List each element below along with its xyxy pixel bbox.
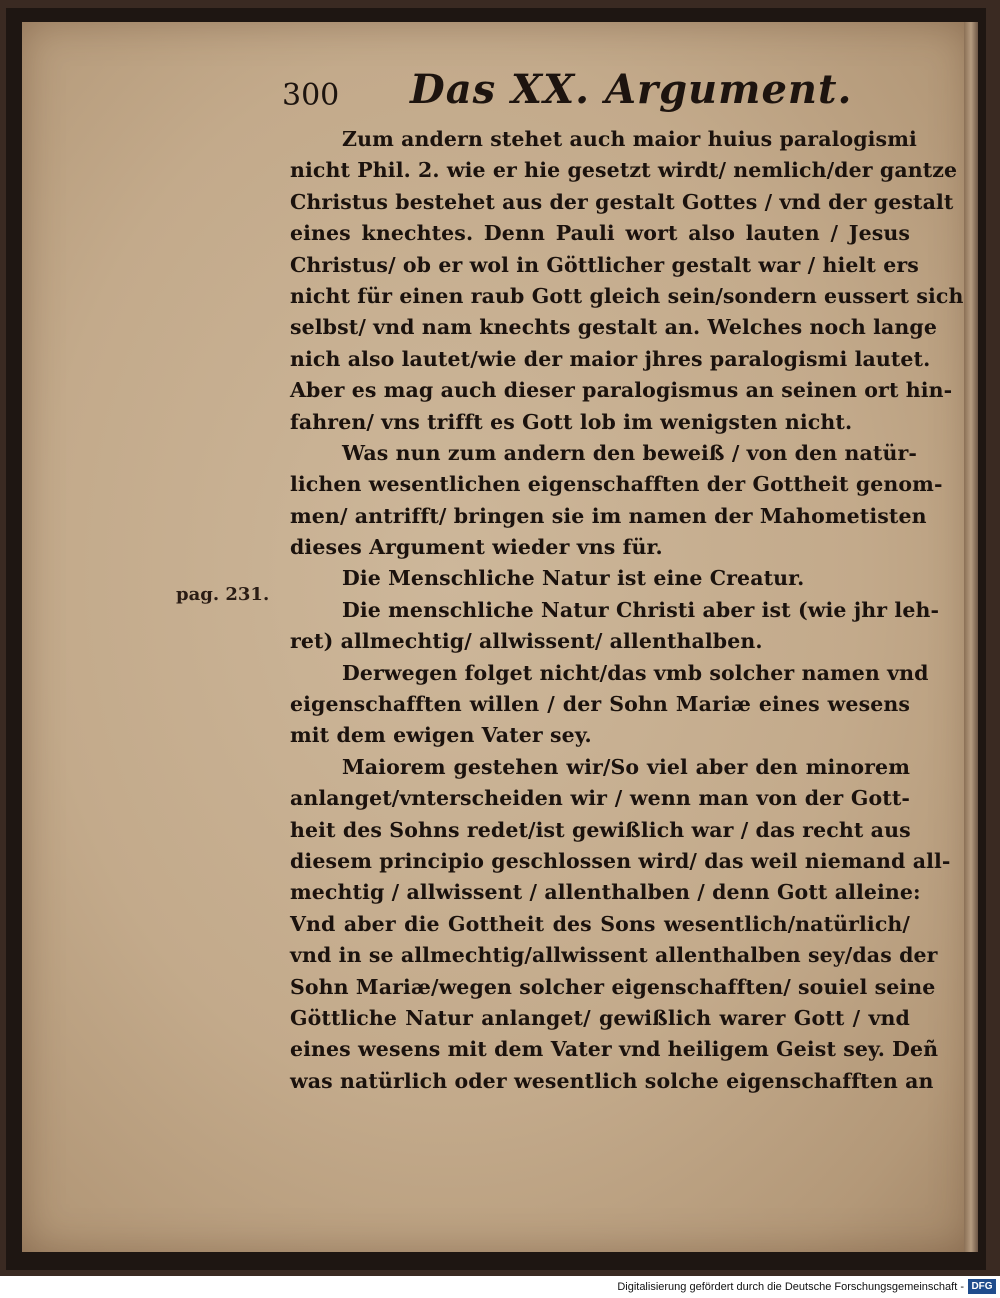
running-head	[282, 66, 853, 116]
text-line: Die Menschliche Natur ist eine Creatur.	[342, 566, 805, 591]
text-line: fahren/ vns trifft es Gott lob im wenigsten nicht.	[290, 409, 853, 434]
text-line: eines wesens mit dem Vater vnd heiligem Geist sey. Deñ	[290, 1037, 939, 1062]
text-line: diesem principio geschlossen wird/ das weil niemand all-	[290, 848, 951, 873]
text-line: anlanget/vnterscheiden wir / wenn man von der Gott-	[290, 786, 910, 811]
text-line: Derwegen folget nicht/das vmb solcher namen vnd	[342, 660, 929, 685]
text-line: selbst/ vnd nam knechts gestalt an. Welches noch lange	[290, 315, 937, 340]
text-line: Göttliche Natur anlanget/ gewißlich warer Gott / vnd	[290, 1005, 910, 1030]
text-line: Christus bestehet aus der gestalt Gottes / vnd der gestalt	[290, 189, 954, 214]
text-line: Maiorem gestehen wir/So viel aber den minorem	[342, 754, 910, 779]
body-text	[290, 124, 964, 1097]
text-line: nich also lautet/wie der maior jhres paralogismi lautet.	[290, 346, 931, 371]
text-line: Was nun zum andern den beweiß / von den natür-	[342, 440, 917, 465]
text-line: mit dem ewigen Vater sey.	[290, 723, 592, 748]
text-line: nicht für einen raub Gott gleich sein/sondern eussert sich	[290, 283, 964, 308]
text-line: Christus/ ob er wol in Göttlicher gestalt war / hielt ers	[290, 252, 919, 277]
running-title: Das XX. Argument.	[410, 66, 853, 113]
text-line: was natürlich oder wesentlich solche eigenschafften an	[290, 1068, 934, 1093]
text-line: nicht Phil. 2. wie er hie gesetzt wirdt/ nemlich/der gantze	[290, 158, 958, 183]
text-line: men/ antrifft/ bringen sie im namen der Mahometisten	[290, 503, 927, 528]
text-line: Sohn Mariæ/wegen solcher eigenschafften/ souiel seine	[290, 974, 936, 999]
text-line: eines knechtes. Denn Pauli wort also lauten / Jesus	[290, 221, 910, 246]
footer	[0, 1276, 1000, 1298]
text-line: Vnd aber die Gottheit des Sons wesentlich/natürlich/	[290, 911, 910, 936]
dfg-logo-icon: DFG	[968, 1279, 996, 1294]
page-number: 300	[282, 78, 340, 113]
text-line: mechtig / allwissent / allenthalben / denn Gott alleine:	[290, 880, 921, 905]
text-line: dieses Argument wieder vns für.	[290, 535, 663, 560]
text-line: lichen wesentlichen eigenschafften der Gottheit genom-	[290, 472, 943, 497]
text-line: eigenschafften willen / der Sohn Mariæ eines wesens	[290, 692, 910, 717]
footer-credit: Digitalisierung gefördert durch die Deutsche Forschungsgemeinschaft -	[617, 1281, 964, 1293]
text-line: vnd in se allmechtig/allwissent allenthalben sey/das der	[290, 943, 938, 968]
text-line: Aber es mag auch dieser paralogismus an seinen ort hin-	[290, 378, 953, 403]
text-line: ret) allmechtig/ allwissent/ allenthalben.	[290, 629, 763, 654]
page-edge	[964, 22, 978, 1252]
text-line: Die menschliche Natur Christi aber ist (wie jhr leh-	[342, 597, 940, 622]
text-line: heit des Sohns redet/ist gewißlich war / das recht aus	[290, 817, 911, 842]
margin-note: pag. 231.	[176, 584, 270, 605]
text-line: Zum andern stehet auch maior huius paralogismi	[342, 127, 917, 151]
